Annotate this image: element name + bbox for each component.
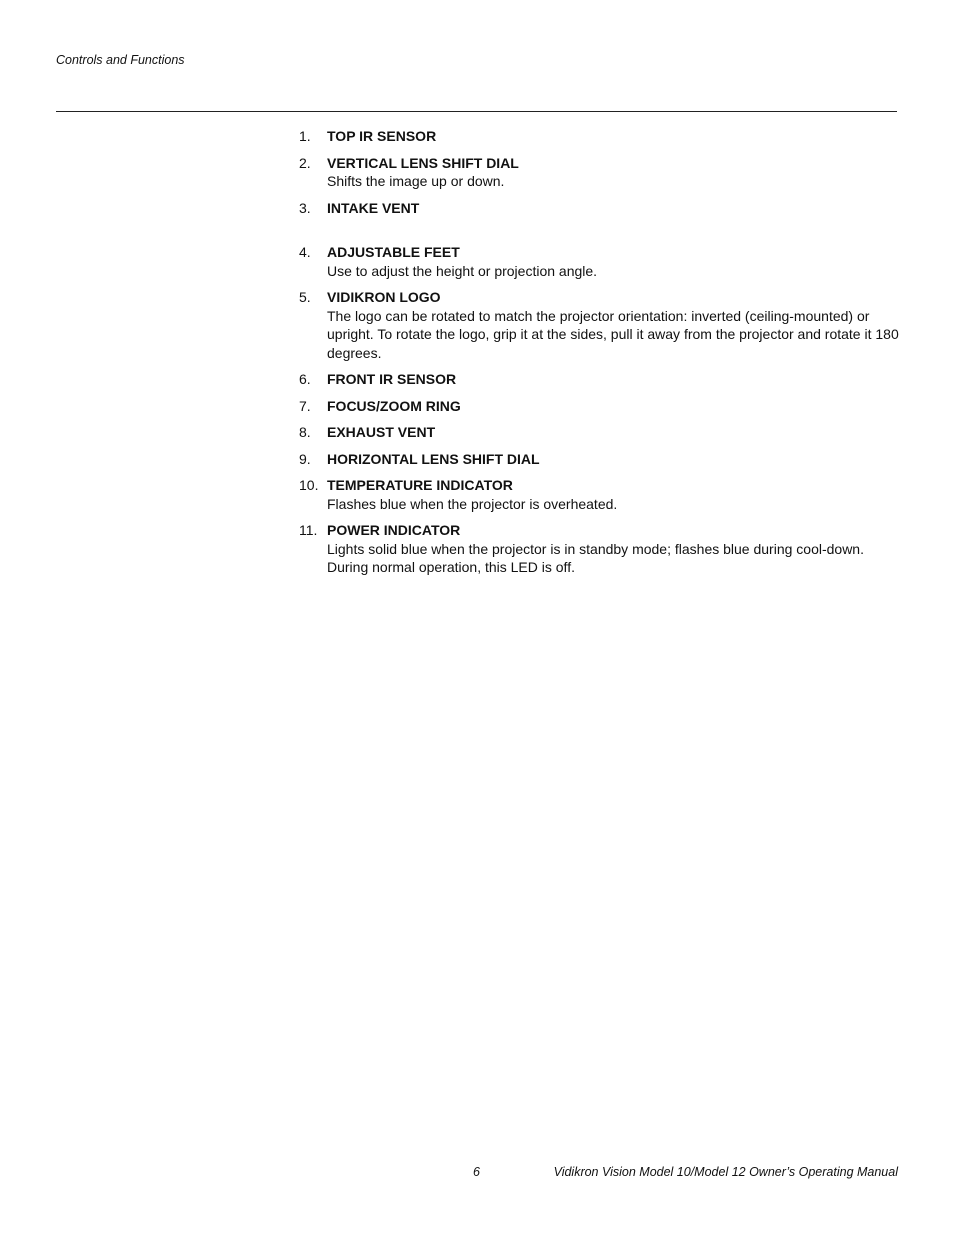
item-number: 4. — [299, 244, 311, 260]
item-title: ADJUSTABLE FEET — [327, 244, 460, 260]
item-description: Lights solid blue when the projector is in standby mode; flashes blue during cool-down. During normal operation, this LED is off. — [327, 540, 864, 575]
item-title: TEMPERATURE INDICATOR — [327, 477, 513, 493]
page-number: 6 — [473, 1165, 480, 1179]
list-item-power-indicator — [299, 521, 899, 577]
item-number: 11. — [299, 522, 318, 538]
item-description: Shifts the image up or down. — [327, 173, 505, 189]
list-item-vertical-lens-shift-dial — [299, 154, 899, 191]
list-item-front-ir-sensor — [299, 370, 899, 389]
item-number: 5. — [299, 289, 311, 305]
item-number: 9. — [299, 450, 311, 467]
item-number: 8. — [299, 424, 311, 440]
item-title: EXHAUST VENT — [327, 424, 436, 440]
item-number: 3. — [299, 199, 311, 216]
list-item-horizontal-lens-shift-dial — [299, 450, 899, 469]
item-number: 6. — [299, 371, 311, 387]
list-item-adjustable-feet — [299, 243, 899, 280]
header-divider — [56, 111, 897, 112]
list-item-vidikron-logo — [299, 288, 899, 362]
item-description: Use to adjust the height or projection angle. — [327, 262, 598, 279]
item-description: Flashes blue when the projector is overheated. — [327, 495, 618, 512]
list-item-focus-zoom-ring — [299, 397, 899, 416]
item-title: FRONT IR SENSOR — [327, 371, 457, 387]
item-title: HORIZONTAL LENS SHIFT DIAL — [327, 450, 540, 467]
list-item-temperature-indicator — [299, 476, 899, 513]
list-item-intake-vent — [299, 199, 899, 218]
item-number: 1. — [299, 128, 311, 144]
list-item-exhaust-vent — [299, 423, 899, 442]
item-number: 2. — [299, 154, 311, 171]
controls-list — [299, 127, 899, 585]
item-number: 7. — [299, 397, 311, 414]
item-title: VIDIKRON LOGO — [327, 289, 441, 305]
item-description: The logo can be rotated to match the projector orientation: inverted (ceiling-mounted) or upright. To rotate the logo, grip it at the sides, pull it away from the projector and rotate it 180 degrees. — [327, 307, 899, 361]
item-title: POWER INDICATOR — [327, 522, 461, 538]
list-item-top-ir-sensor — [299, 127, 899, 146]
item-title: VERTICAL LENS SHIFT DIAL — [327, 154, 519, 171]
item-title: TOP IR SENSOR — [327, 128, 437, 144]
item-title: FOCUS/ZOOM RING — [327, 397, 461, 414]
item-title: INTAKE VENT — [327, 199, 420, 216]
section-header-label: Controls and Functions — [56, 53, 185, 67]
item-number: 10. — [299, 477, 319, 493]
footer-manual-title: Vidikron Vision Model 10/Model 12 Owner’s Operating Manual — [553, 1165, 898, 1179]
